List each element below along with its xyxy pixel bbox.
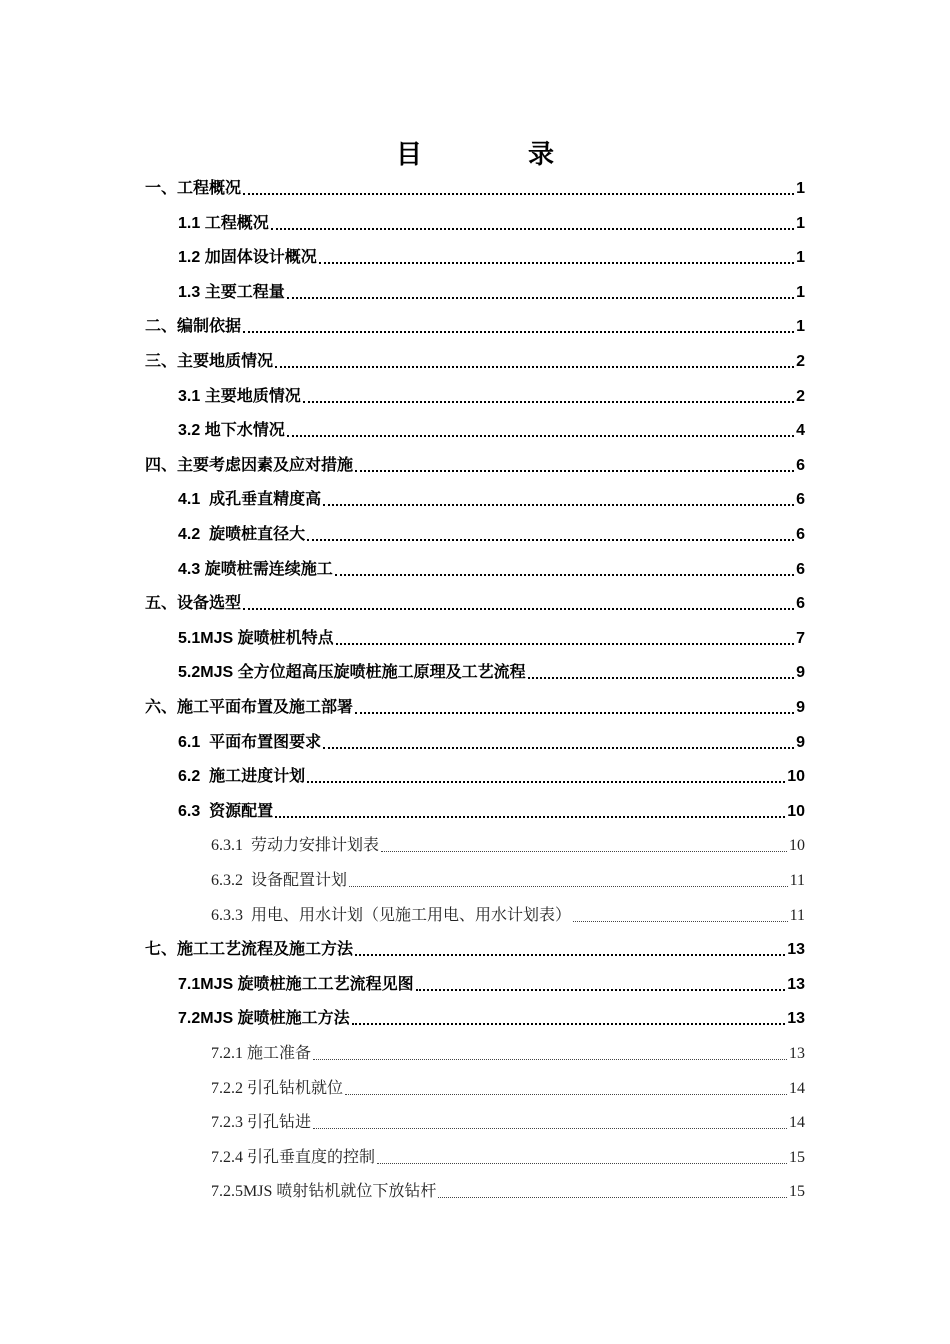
toc-entry-label: 1.1 工程概况 xyxy=(178,214,269,232)
toc-leader-dots xyxy=(323,747,794,749)
toc-entry-label: 六、施工平面布置及施工部署 xyxy=(145,699,354,716)
toc-entry[interactable] xyxy=(211,901,805,927)
toc-entry-label: 7.2.3 引孔钻进 xyxy=(211,1114,312,1132)
toc-entry[interactable] xyxy=(178,555,805,581)
toc-leader-dots xyxy=(377,1163,787,1164)
toc-page-number: 13 xyxy=(787,975,805,993)
toc-entry[interactable] xyxy=(178,243,805,269)
toc-page-number: 14 xyxy=(789,1114,805,1132)
toc-entry-label: 7.2.1 施工准备 xyxy=(211,1045,312,1062)
toc-leader-dots xyxy=(345,1094,787,1095)
toc-entry-label: 1.3 主要工程量 xyxy=(178,283,285,301)
toc-entry-label: 七、施工工艺流程及施工方法 xyxy=(145,941,354,959)
toc-page-number: 1 xyxy=(796,249,805,267)
toc-page-number: 10 xyxy=(789,837,805,855)
toc-leader-dots xyxy=(319,262,794,264)
toc-leader-dots xyxy=(271,228,794,230)
toc-leader-dots xyxy=(352,1023,786,1025)
toc-page-number: 15 xyxy=(789,1183,805,1201)
toc-page-number: 4 xyxy=(796,422,805,440)
toc-entry[interactable] xyxy=(211,1039,805,1065)
toc-leader-dots xyxy=(416,989,786,991)
toc-entry[interactable] xyxy=(178,209,805,235)
toc-entry[interactable] xyxy=(145,693,805,719)
toc-leader-dots xyxy=(336,643,795,645)
toc-entry[interactable] xyxy=(145,589,805,615)
toc-entry-label: 7.2.2 引孔钻机就位 xyxy=(211,1079,344,1097)
toc-entry[interactable] xyxy=(178,520,805,546)
toc-page-number: 13 xyxy=(787,941,805,959)
toc-entry[interactable] xyxy=(178,970,805,996)
toc-entry-label: 五、设备选型 xyxy=(145,595,242,613)
toc-entry-label: 6.3.1 劳动力安排计划表 xyxy=(211,837,380,855)
toc-page-number: 2 xyxy=(796,387,805,405)
toc-leader-dots xyxy=(573,921,788,922)
toc-entry[interactable] xyxy=(145,347,805,373)
toc-leader-dots xyxy=(243,608,794,610)
toc-page-number: 14 xyxy=(789,1079,805,1097)
toc-leader-dots xyxy=(355,470,794,472)
toc-entry-label: 一、工程概况 xyxy=(145,180,242,197)
toc-leader-dots xyxy=(313,1059,787,1060)
toc-entry[interactable] xyxy=(178,278,805,304)
toc-leader-dots xyxy=(287,297,794,299)
toc-page-number: 6 xyxy=(796,526,805,543)
toc-page-number: 1 xyxy=(796,318,805,336)
toc-page-number: 2 xyxy=(796,353,805,370)
toc-page-number: 1 xyxy=(796,180,805,197)
toc-leader-dots xyxy=(307,781,785,783)
toc-page-number: 11 xyxy=(789,906,805,924)
toc-entry[interactable] xyxy=(211,1074,805,1100)
toc-entry-label: 6.3.3 用电、用水计划（见施工用电、用水计划表） xyxy=(211,906,572,924)
toc-entry[interactable] xyxy=(145,312,805,338)
toc-page-number: 13 xyxy=(789,1045,805,1062)
toc-leader-dots xyxy=(323,504,794,506)
toc-entry-label: 6.3 资源配置 xyxy=(178,802,274,820)
toc-entry-label: 7.2.4 引孔垂直度的控制 xyxy=(211,1148,376,1166)
toc-leader-dots xyxy=(243,331,794,333)
toc-page-number: 1 xyxy=(796,214,805,232)
toc-entry-label: 6.1 平面布置图要求 xyxy=(178,733,322,751)
toc-entry-label: 6.2 施工进度计划 xyxy=(178,768,306,786)
toc-page-number: 13 xyxy=(787,1010,805,1028)
toc-entry-label: 4.2 旋喷桩直径大 xyxy=(178,526,306,543)
toc-leader-dots xyxy=(349,886,788,887)
toc-entry-label: 4.1 成孔垂直精度高 xyxy=(178,491,322,509)
toc-entry-label: 7.2MJS 旋喷桩施工方法 xyxy=(178,1010,350,1028)
toc-entry[interactable] xyxy=(211,1108,805,1134)
toc-page-number: 15 xyxy=(789,1148,805,1166)
toc-leader-dots xyxy=(313,1128,787,1129)
toc-page-number: 9 xyxy=(796,664,805,682)
toc-entry[interactable] xyxy=(211,866,805,892)
toc-leader-dots xyxy=(275,816,785,818)
toc-entry[interactable] xyxy=(145,174,805,200)
toc-entry[interactable] xyxy=(178,416,805,442)
toc-entry-label: 6.3.2 设备配置计划 xyxy=(211,872,348,889)
toc-entry[interactable] xyxy=(178,624,805,650)
toc-entry-label: 3.1 主要地质情况 xyxy=(178,387,301,405)
toc-entry[interactable] xyxy=(178,382,805,408)
toc-leader-dots xyxy=(275,366,794,368)
toc-entry-label: 3.2 地下水情况 xyxy=(178,422,285,440)
toc-entry-label: 1.2 加固体设计概况 xyxy=(178,249,317,267)
toc-entry-label: 4.3 旋喷桩需连续施工 xyxy=(178,560,333,578)
toc-page-number: 10 xyxy=(787,768,805,786)
toc-entry-label: 5.2MJS 全方位超高压旋喷桩施工原理及工艺流程 xyxy=(178,664,526,682)
toc-leader-dots xyxy=(243,193,794,195)
toc-leader-dots xyxy=(287,435,794,437)
toc-page-number: 6 xyxy=(796,456,805,474)
toc-leader-dots xyxy=(335,574,794,576)
toc-entry[interactable] xyxy=(211,1177,805,1203)
toc-entry-label: 三、主要地质情况 xyxy=(145,353,274,370)
toc-leader-dots xyxy=(307,539,794,541)
toc-entry[interactable] xyxy=(178,728,805,754)
toc-entry-label: 7.2.5MJS 喷射钻机就位下放钻杆 xyxy=(211,1183,437,1201)
toc-page-number: 11 xyxy=(789,872,805,889)
toc-entry[interactable] xyxy=(145,451,805,477)
toc-leader-dots xyxy=(438,1197,787,1198)
toc-entry[interactable] xyxy=(211,1143,805,1169)
toc-entry[interactable] xyxy=(178,658,805,684)
toc-entry[interactable] xyxy=(178,797,805,823)
toc-page-number: 1 xyxy=(796,283,805,301)
toc-entry[interactable] xyxy=(211,831,805,857)
toc-entry[interactable] xyxy=(145,935,805,961)
toc-entry[interactable] xyxy=(178,485,805,511)
toc-page-number: 7 xyxy=(796,629,805,647)
toc-page-number: 6 xyxy=(796,595,805,613)
toc-page-number: 10 xyxy=(787,802,805,820)
toc-entry[interactable] xyxy=(178,762,805,788)
toc-entry-label: 5.1MJS 旋喷桩机特点 xyxy=(178,629,334,647)
toc-page-number: 9 xyxy=(796,733,805,751)
toc-leader-dots xyxy=(355,712,794,714)
toc-entry-label: 四、主要考虑因素及应对措施 xyxy=(145,456,354,474)
toc-page-number: 6 xyxy=(796,560,805,578)
toc-leader-dots xyxy=(381,851,787,852)
toc-entry[interactable] xyxy=(178,1004,805,1030)
toc-leader-dots xyxy=(355,954,785,956)
toc-leader-dots xyxy=(528,677,795,679)
toc-page-number: 9 xyxy=(796,699,805,716)
toc-leader-dots xyxy=(303,401,794,403)
toc-entry-label: 7.1MJS 旋喷桩施工工艺流程见图 xyxy=(178,975,414,993)
toc-page-number: 6 xyxy=(796,491,805,509)
toc-entry-label: 二、编制依据 xyxy=(145,318,242,336)
toc-title: 目 录 xyxy=(395,140,594,170)
